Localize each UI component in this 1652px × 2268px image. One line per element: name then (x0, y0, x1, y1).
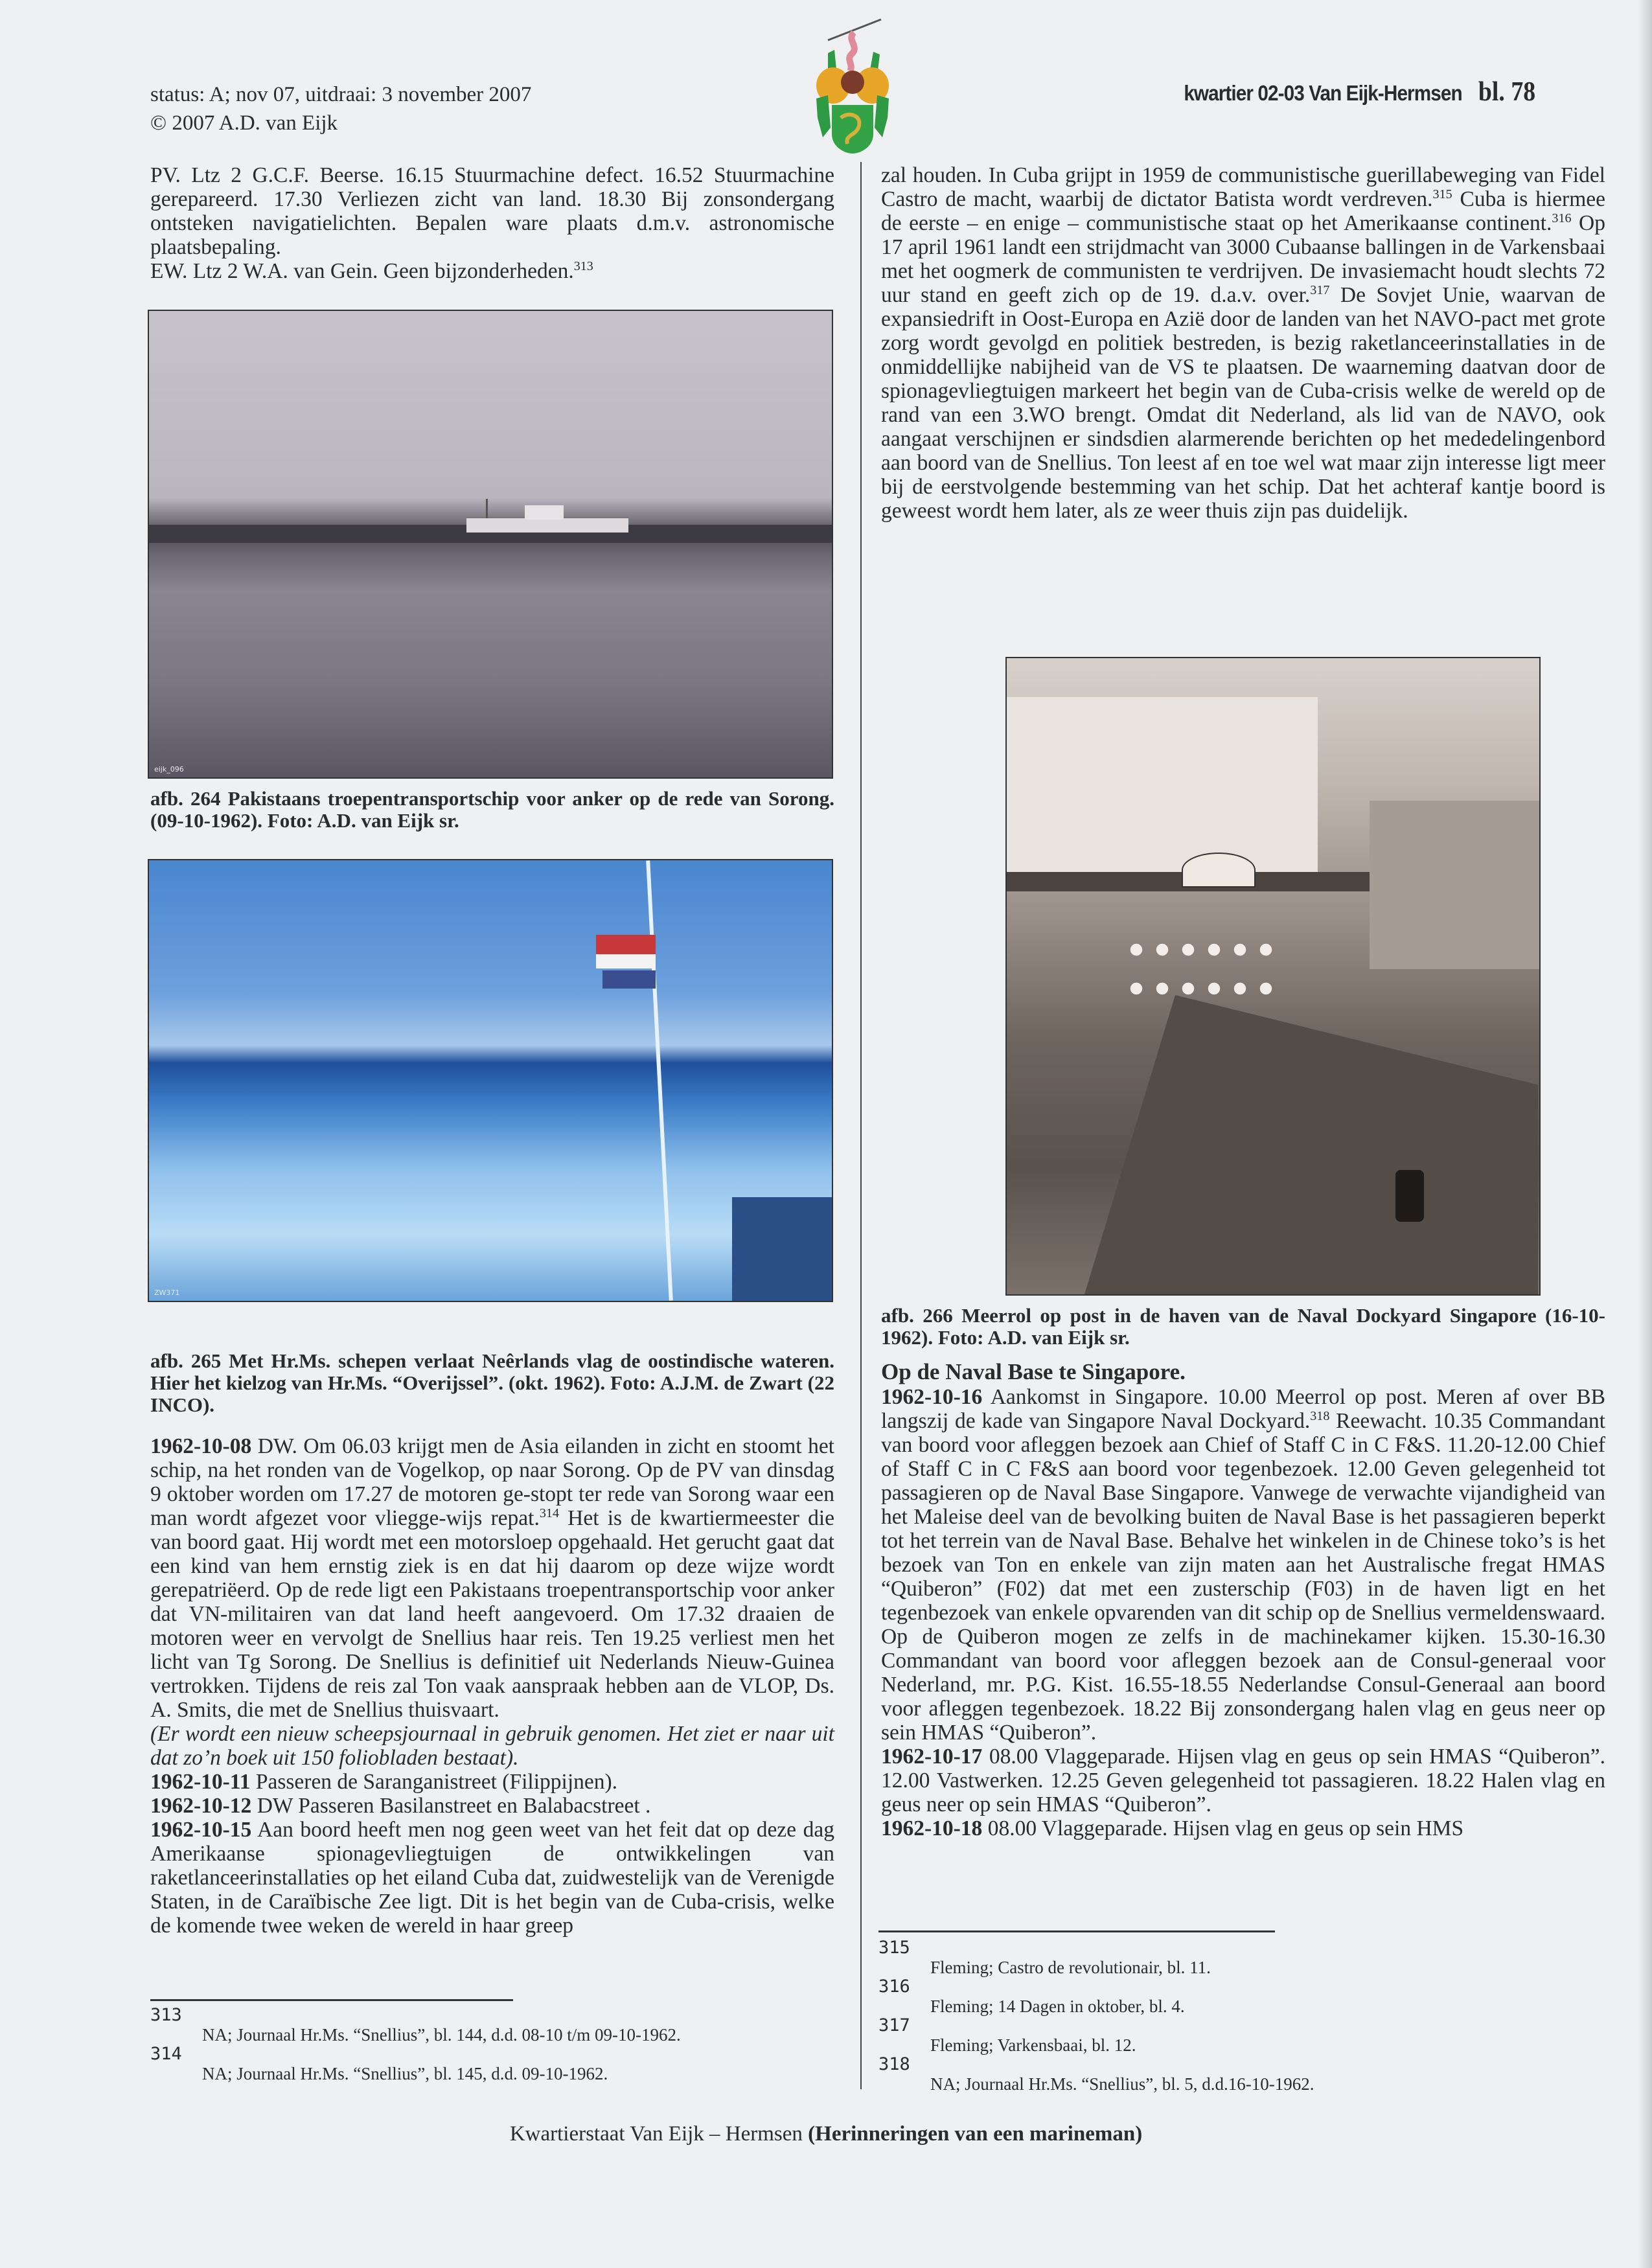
header-title (1184, 76, 1535, 108)
figure-266-photo (1005, 657, 1541, 1296)
footnote-317: 317 Fleming; Varkensbaai, bl. 12. (878, 2015, 1136, 2055)
right-body (881, 1359, 1605, 1840)
footnote-ref-318: 318 (1310, 1408, 1330, 1423)
copyright-line: © 2007 A.D. van Eijk (150, 111, 338, 135)
log-entry-1962-10-17: 1962-10-17 08.00 Vlaggeparade. Hijsen vlag en geus op sein HMAS “Quiberon”. 12.00 Vastwerken. 12.25 Geven gelegenheid tot passagieren. 18.22 Halen vlag en geus neer op sein HMAS “Quiberon”. (881, 1745, 1605, 1816)
scan-edge-shadow (1638, 0, 1652, 2268)
footnote-318: 318 NA; Journaal Hr.Ms. “Snellius”, bl. 5, d.d.16-10-1962. (878, 2054, 1314, 2094)
section-heading: Op de Naval Base te Singapore. (881, 1359, 1186, 1384)
footnote-rule (150, 1999, 513, 2001)
family-coat-of-arms-icon (809, 14, 897, 155)
left-intro (150, 163, 834, 283)
log-entry-1962-10-18: 1962-10-18 08.00 Vlaggeparade. Hijsen vlag en geus op sein HMS (881, 1816, 1464, 1840)
footnote-ref-315: 315 (1432, 187, 1452, 201)
page-number: bl. 78 (1478, 77, 1535, 107)
watch-entry-ew: EW. Ltz 2 W.A. van Gein. Geen bijzonderheden.$^{313}$ (150, 258, 593, 283)
figure-265-photo (148, 859, 833, 1302)
figure-265-caption: afb. 265 Met Hr.Ms. schepen verlaat Neêrlands vlag de oostindische wateren. Hier het kielzog van Hr.Ms. “Overijssel”. (okt. 1962). Foto: A.J.M. de Zwart (22 INCO). (150, 1349, 834, 1416)
header-meta (150, 80, 531, 137)
left-footnotes (150, 2007, 837, 2085)
footnote-ref-316: 316 (1552, 211, 1572, 225)
log-entry-1962-10-11: 1962-10-11 Passeren de Saranganistreet (Filippijnen). (150, 1770, 618, 1794)
status-line: status: A; nov 07, uitdraai: 3 november 2007 (150, 83, 532, 106)
figure-264-photo (148, 310, 833, 779)
document-title: kwartier 02-03 Van Eijk-Hermsen (1184, 81, 1462, 105)
photo-watermark: ZW371 (154, 1289, 180, 1297)
footer-title: Kwartierstaat Van Eijk – Hermsen (509, 2122, 809, 2146)
watch-entry-pv: PV. Ltz 2 G.C.F. Beerse. 16.15 Stuurmachine defect. 16.52 Stuurmachine gerepareerd. 17.30 Verliezen zicht van land. 18.30 Bij zonsondergang ontsteken navigatielichten. Bepalen ware plaats d.m.v. astronomische plaatsbepaling. (150, 163, 834, 259)
footnote-ref-317: 317 (1310, 282, 1330, 297)
entry-date: 1962-10-08 (150, 1434, 252, 1458)
cuba-paragraph: zal houden. In Cuba grijpt in 1959 de communistische guerillabeweging van Fidel Castro de macht, waarbij de dictator Batista wordt verdreven.$^{315}$ Cuba is hiermee de eerste – en enige – communistische staat op het Amerikaanse continent.$^{316}$ Op 17 april 1961 landt een strijdmacht van 3000 Cubaanse ballingen in de Varkensbaai met het oogmerk de communisten te verdrijven. De invasiemacht houdt slechts 72 uur stand en geeft zich op de 19. d.a.v. over.$^{317}$ De Sovjet Unie, waarvan de expansiedrift in Oost-Europa en Azië door de landen van het NAVO-pact met grote zorg wordt gevolgd en politiek bestreden, is bezig raketlanceerinstallaties in de onmiddellijke nabijheid van de VS te plaatsen. De waarneming daatvan door de spionagevliegtuigen markeert het begin van de Cuba-crisis welke de wereld op de rand van een 3.WO brengt. Omdat dit Nederland, als lid van de NAVO, ook aangaat verschijnen er sindsdien alarmerende berichten op het mededelingenbord aan boord van de Snellius. Ton leest af en toe wel wat maar zijn interesse ligt meer bij de eerstvolgende bestemming van het schip. Dat het achteraf kantje boord is geweest wordt hem later, als ze weer thuis zijn pas duidelijk. (881, 163, 1606, 523)
footnote-316: 316 Fleming; 14 Dagen in oktober, bl. 4. (878, 1976, 1185, 2016)
footnote-ref-314: 314 (539, 1506, 559, 1520)
column-divider (860, 162, 862, 2089)
figure-266-caption: afb. 266 Meerrol op post in de haven van de Naval Dockyard Singapore (16-10-1962). Foto: A.D. van Eijk sr. (881, 1304, 1605, 1349)
footnote-ref-313: 313 (573, 258, 593, 273)
photo-watermark: eijk_096 (154, 765, 184, 773)
left-body (150, 1434, 834, 1938)
log-entry-1962-10-08: 1962-10-08 DW. Om 06.03 krijgt men de Asia eilanden in zicht en stoomt het schip, na het ronden van de Vogelkop, op naar Sorong. Op de PV van dinsdag 9 oktober worden om 17.27 de motoren ge-stopt ter rede van Sorong waar een man wordt afgezet voor vliegge-wijs repat.$^{314}$ Het is de kwartiermeester die van boord gaat. Hij wordt met een motorsloep opgehaald. Het gerucht gaat dat een kind van hem ernstig ziek is en dat hij daarom op deze wijze wordt gerepatriëerd. Op de rede ligt een Pakistaans troepentransportschip voor anker dat VN-militairen van dat land heeft aangevoerd. Om 17.32 draaien de motoren weer en vervolgt de Snellius haar reis. Ten 19.25 verliest men het licht van Tg Sorong. De Snellius is definitief uit Nederlands Nieuw-Guinea vertrokken. Tijdens de reis zal Ton vaak aanspraak hebben aan de VLOP, Ds. A. Smits, die met de Snellius thuisvaart. (150, 1434, 834, 1722)
right-footnotes (878, 1940, 1585, 2095)
page-footer (0, 2122, 1652, 2146)
footnote-313: 313 NA; Journaal Hr.Ms. “Snellius”, bl. 144, d.d. 08-10 t/m 09-10-1962. (150, 2005, 681, 2045)
footer-subtitle: (Herinneringen van een marineman) (808, 2122, 1143, 2146)
right-intro (881, 163, 1605, 523)
log-entry-1962-10-16: 1962-10-16 Aankomst in Singapore. 10.00 Meerrol op post. Meren af over BB langszij de kade van Singapore Naval Dockyard.$^{318}$ Reewacht. 10.35 Commandant van boord voor afleggen bezoek aan Chief of Staff C in C F&S. 11.20-12.00 Chief of Staff C in C F&S aan boord voor tegenbezoek. 12.00 Geven gelegenheid tot passagieren op de Naval Base Singapore. Vanwege de verwachte vijandigheid van het Maleise deel van de bevolking buiten de Naval Base is het passagieren beperkt tot het terrein van de Naval Base. Behalve het winkelen in de Chinese toko’s is het bezoek van Ton en enkele van zijn maten aan het Australische fregat HMAS “Quiberon” (F02) dat met een zusterschip (F03) in de haven ligt en het tegenbezoek van enkele opvarenden van dit schip op de Snellius vermeldenswaard. Op de Quiberon mogen ze zelfs in de machinekamer kijken. 15.30-16.30 Commandant van boord voor afleggen bezoek aan de Consul-generaal voor Nederland, mr. P.G. Kist. 16.55-18.55 Nederlandse Consul-Generaal aan boord voor afleggen tegenbezoek. 18.22 Bij zonsondergang halen vlag en geus neer op sein HMAS “Quiberon”. (881, 1385, 1605, 1745)
journal-note: (Er wordt een nieuw scheepsjournaal in gebruik genomen. Het ziet er naar uit dat zo’n boek uit 150 foliobladen bestaat). (150, 1722, 834, 1770)
footnote-rule (878, 1930, 1275, 1932)
figure-264-caption: afb. 264 Pakistaans troepentransportschip voor anker op de rede van Sorong. (09-10-1962). Foto: A.D. van Eijk sr. (150, 787, 834, 832)
footnote-315: 315 Fleming; Castro de revolutionair, bl. 11. (878, 1938, 1211, 1977)
log-entry-1962-10-12: 1962-10-12 DW Passeren Basilanstreet en Balabacstreet . (150, 1794, 651, 1818)
footnote-314: 314 NA; Journaal Hr.Ms. “Snellius”, bl. 145, d.d. 09-10-1962. (150, 2044, 608, 2083)
log-entry-1962-10-15: 1962-10-15 Aan boord heeft men nog geen weet van het feit dat op deze dag Amerikaanse spionagevliegtuigen de ontwikkelingen van raketlanceerinstallaties op het eiland Cuba dat, zuidwestelijk van de Verenigde Staten, in de Caraïbische Zee ligt. Dit is het begin van de Cuba-crisis, welke de komende twee weken de wereld in haar greep (150, 1818, 834, 1938)
